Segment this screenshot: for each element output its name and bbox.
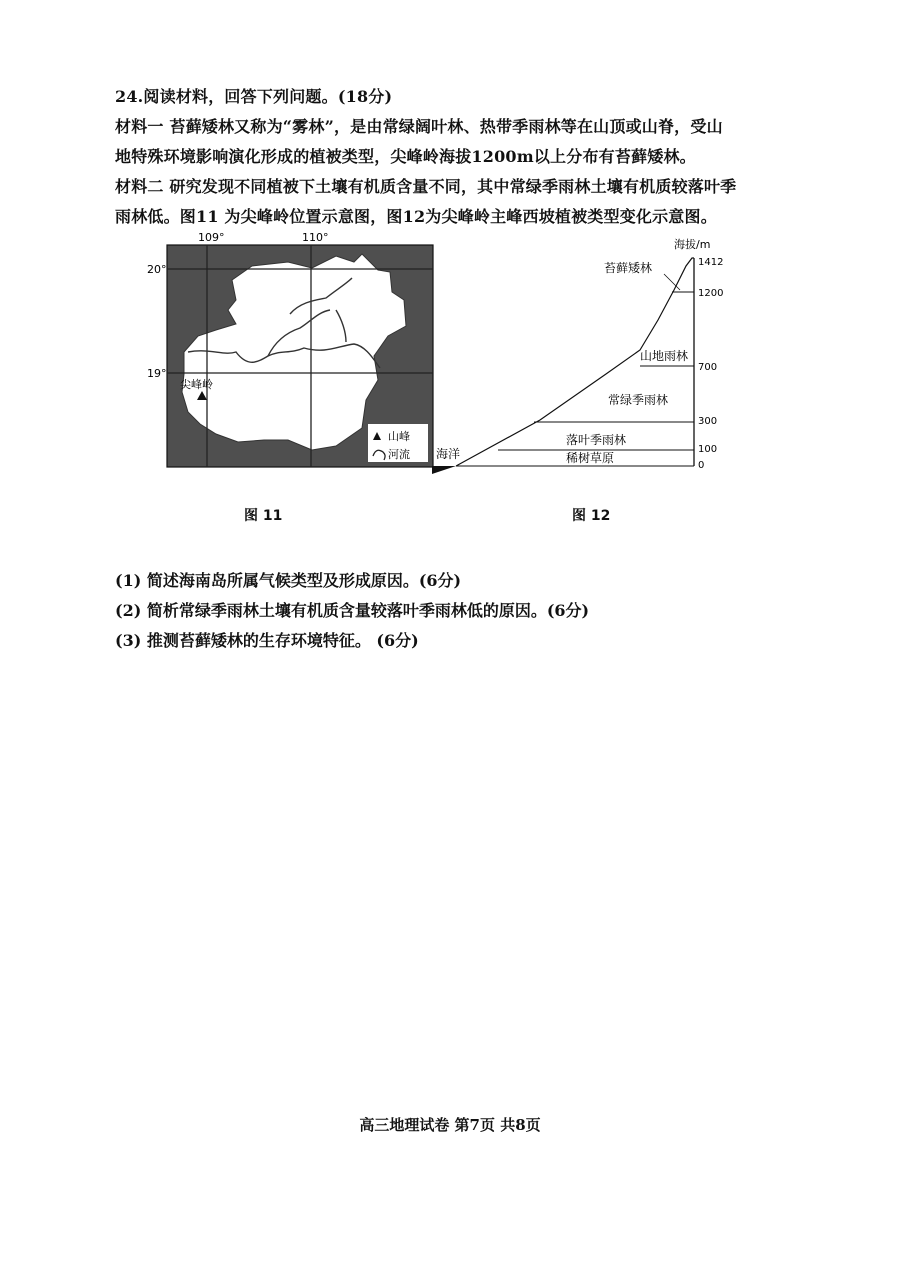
zone-moss-forest: 苔藓矮林 (604, 261, 653, 275)
tick-100: 100 (698, 444, 718, 455)
question-1: (1) 简述海南岛所属气候类型及形成原因。(6分) (115, 571, 462, 590)
tick-0: 0 (698, 460, 705, 471)
zone-montane-rainforest: 山地雨林 (640, 349, 689, 363)
tick-700: 700 (698, 362, 718, 373)
question-2: (2) 简析常绿季雨林土壤有机质含量较落叶季雨林低的原因。(6分) (115, 601, 590, 620)
tick-1200: 1200 (698, 288, 724, 299)
material1-line1: 材料一 苔藓矮林又称为“雾林”，是由常绿阔叶林、热带季雨林等在山顶或山脊，受山 (115, 117, 723, 136)
page-footer: 高三地理试卷 第7页 共8页 (359, 1116, 541, 1134)
sea-label: 海洋 (436, 447, 461, 461)
tick-1412: 1412 (698, 257, 724, 268)
lon-109-label: 109° (198, 231, 225, 244)
lat-20-label: 20° (147, 263, 167, 276)
zone-deciduous-monsoon-forest: 落叶季雨林 (566, 433, 627, 447)
zone-savanna: 稀树草原 (566, 451, 615, 465)
zone-evergreen-monsoon-forest: 常绿季雨林 (608, 393, 669, 407)
altitude-axis-label: 海拔/m (674, 238, 711, 251)
sea-wedge (432, 466, 456, 474)
figure11-caption: 图 11 (244, 508, 283, 524)
question-3: (3) 推测苔藓矮林的生存环境特征。 (6分) (115, 631, 419, 650)
legend-river-label: 河流 (388, 448, 410, 461)
material2-line2: 雨林低。图11 为尖峰岭位置示意图，图12为尖峰岭主峰西坡植被类型变化示意图。 (115, 207, 717, 226)
peak-name-label: 尖峰岭 (180, 378, 213, 391)
figure12-caption: 图 12 (572, 508, 611, 524)
tick-300: 300 (698, 416, 718, 427)
material2-line1: 材料二 研究发现不同植被下土壤有机质含量不同，其中常绿季雨林土壤有机质较落叶季 (115, 177, 737, 196)
lat-19-label: 19° (147, 367, 167, 380)
legend-peak-label: 山峰 (388, 430, 410, 443)
question-heading: 24.阅读材料，回答下列问题。(18分) (115, 87, 393, 106)
material1-line2: 地特殊环境影响演化形成的植被类型，尖峰岭海拔1200m以上分布有苔藓矮林。 (115, 147, 696, 166)
figure12-profile (428, 232, 748, 482)
lon-110-label: 110° (302, 231, 329, 244)
figure11-map (140, 228, 440, 478)
